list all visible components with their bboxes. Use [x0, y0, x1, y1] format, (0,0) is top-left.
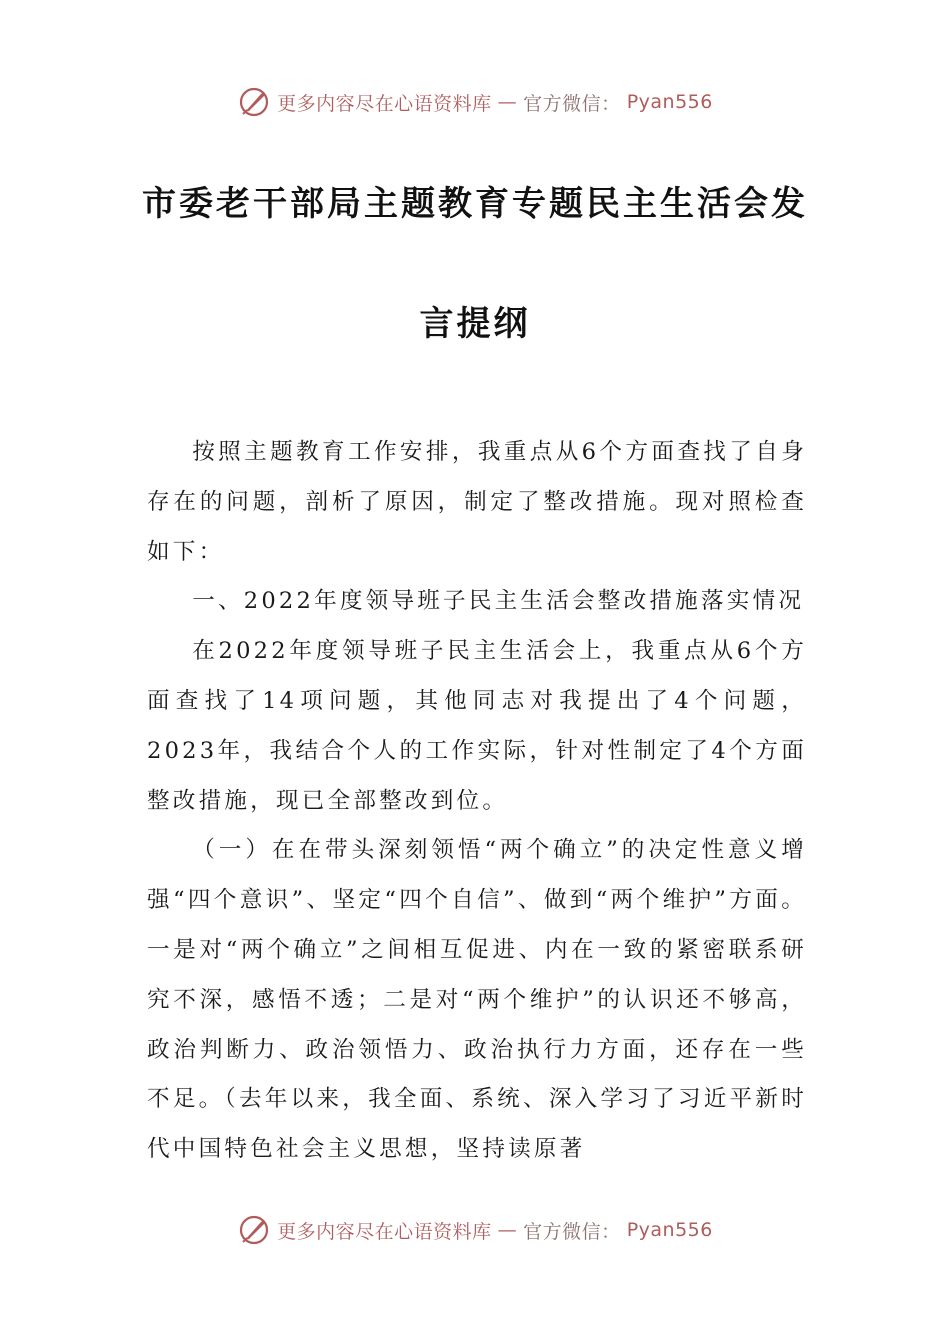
- document-title-line-2: 言提纲: [419, 304, 531, 344]
- watermark-main-text: 更多内容尽在心语资料库: [277, 1220, 492, 1243]
- watermark-dash: —: [497, 91, 518, 113]
- watermark-banner-bottom: [0, 1210, 950, 1250]
- watermark-banner-top: [0, 82, 950, 122]
- document-title-line-1: 市委老干部局主题教育专题民主生活会发: [142, 184, 808, 224]
- quill-logo-icon: [237, 1213, 271, 1247]
- watermark-main-text: 更多内容尽在心语资料库: [277, 92, 492, 115]
- quill-logo-icon: [237, 85, 271, 119]
- watermark-wechat-id: Pyan556: [626, 91, 713, 113]
- watermark-wechat-id: Pyan556: [626, 1219, 713, 1241]
- watermark-wechat-label: 官方微信：: [523, 1220, 621, 1243]
- watermark-dash: —: [497, 1219, 518, 1241]
- paragraph-section-heading: 一、2022年度领导班子民主生活会整改措施落实情况: [192, 588, 805, 615]
- paragraph-subsection-one: （一）在在带头深刻领悟“两个确立”的决定性意义增强“四个意识”、坚定“四个自信”、做到“两个维护”方面。一是对“两个确立”之间相互促进、内在一致的紧密联系研究不深，感悟不透；二是对“两个维护”的认识还不够高，政治判断力、政治领悟力、政治执行力方面，还存在一些不足。（去年以来，我全面、系统、深入学习了习近平新时代中国特色社会主义思想，坚持读原著: [147, 837, 807, 1163]
- document-body: [147, 428, 807, 1175]
- paragraph-rectification-summary: 在2022年度领导班子民主生活会上，我重点从6个方面查找了14项问题，其他同志对我提出了4个问题，2023年，我结合个人的工作实际，针对性制定了4个方面整改措施，现已全部整改到位。: [147, 638, 807, 814]
- watermark-wechat-label: 官方微信：: [523, 92, 621, 115]
- paragraph-intro: 按照主题教育工作安排，我重点从6个方面查找了自身存在的问题，剖析了原因，制定了整改措施。现对照检查如下：: [147, 439, 807, 565]
